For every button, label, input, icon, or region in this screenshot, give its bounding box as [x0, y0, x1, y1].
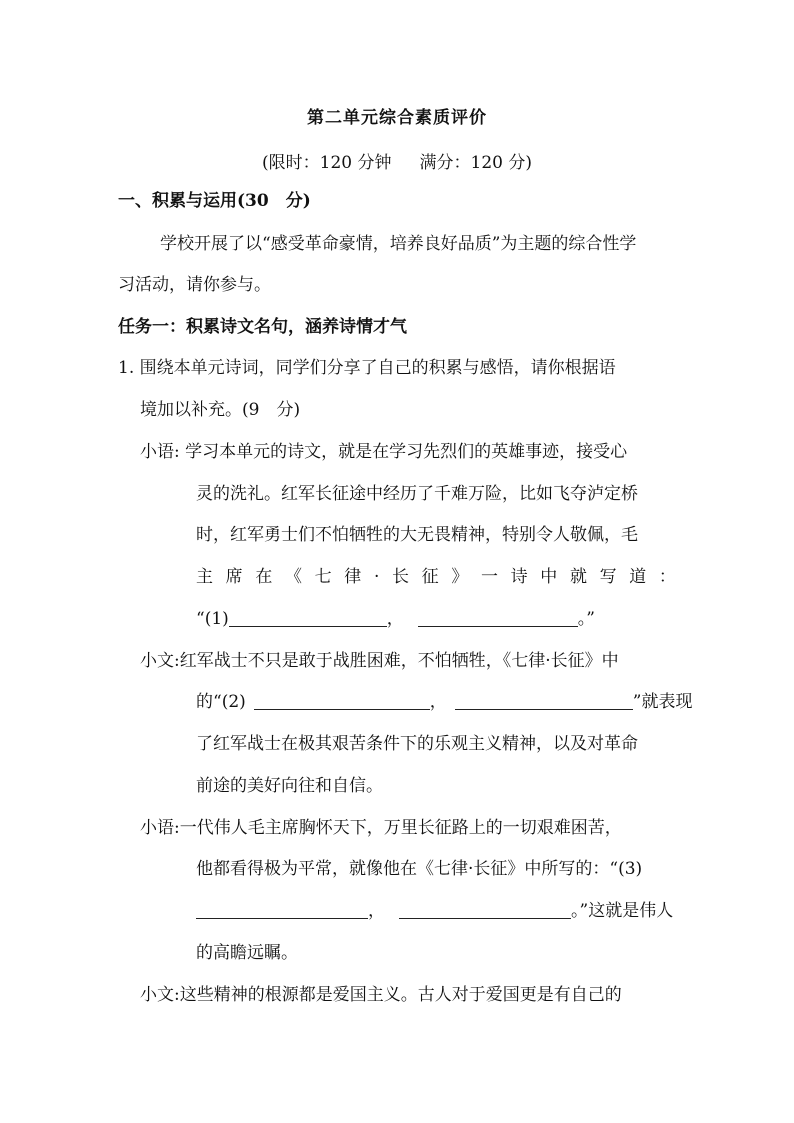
char: 主 [196, 567, 213, 587]
dialogue-text: 学习本单元的诗文，就是在学习先烈们的英雄事迹，接受心 [185, 442, 628, 462]
dialogue-1-line-3: 时，红军勇士们不怕牺牲的大无畏精神，特别令人敬佩，毛 [196, 525, 638, 545]
question-1-line-1: 1. 围绕本单元诗词，同学们分享了自己的积累与感悟，请你根据语 [118, 358, 616, 378]
section-intro-line-1: 学校开展了以“感受革命豪情，培养良好品质”为主题的综合性学 [160, 234, 637, 254]
char: 写 [599, 567, 617, 587]
char: · [373, 567, 380, 587]
punct: ， [386, 609, 404, 629]
punct: 。” [577, 609, 595, 629]
section-heading: 一、积累与运用(30 分) [118, 191, 311, 211]
page-title: 第二单元综合素质评价 [307, 108, 487, 128]
char: 道 [629, 567, 647, 587]
dialogue-2-line-2 [196, 691, 692, 713]
char: 席 [225, 567, 243, 587]
full-score: 满分：120 分) [419, 153, 532, 173]
blank-label: 的“(2) [196, 692, 246, 712]
answer-blank-3b[interactable] [399, 900, 571, 919]
speaker-label: 小语: [140, 442, 180, 462]
speaker-label: 小文: [140, 985, 180, 1005]
dialogue-3-line-1 [140, 817, 622, 839]
dialogue-text: ”就表现 [632, 692, 693, 712]
char: 律 [344, 567, 362, 587]
dialogue-text: 这些精神的根源都是爱国主义。古人对于爱国更是有自己的 [179, 985, 622, 1005]
dialogue-2-line-3: 了红军战士在极其艰苦条件下的乐观主义精神，以及对革命 [196, 734, 638, 754]
task-heading: 任务一：积累诗文名句，涵养诗情才气 [118, 317, 407, 337]
punct: ， [368, 901, 385, 921]
dialogue-text: 。”这就是伟人 [571, 901, 674, 921]
dialogue-2-line-1 [140, 650, 619, 672]
char: 诗 [510, 567, 528, 587]
dialogue-4-line-1 [140, 984, 622, 1006]
dialogue-text: 红军战士不只是敢于战胜困难，不怕牺牲，《七律·长征》中 [179, 651, 619, 671]
answer-blank-1b[interactable] [418, 608, 578, 627]
char: 就 [569, 567, 587, 587]
time-limit: (限时：120 分钟 [262, 153, 392, 173]
char: 中 [540, 567, 558, 587]
blank-label: “(1) [196, 609, 229, 629]
char: 征 [421, 567, 439, 587]
speaker-label: 小语: [140, 818, 180, 838]
dialogue-1-line-2: 灵的洗礼。红军长征途中经历了千难万险，比如飞夺泸定桥 [196, 484, 638, 504]
dialogue-3-line-3 [196, 900, 673, 922]
section-intro-line-2: 习活动，请你参与。 [118, 275, 271, 295]
dialogue-1-line-4 [196, 566, 676, 588]
answer-blank-2b[interactable] [455, 691, 633, 710]
char: ： [658, 567, 676, 587]
dialogue-1-line-5 [196, 608, 595, 630]
char: 一 [480, 567, 498, 587]
char: 在 [255, 567, 273, 587]
dialogue-2-line-4: 前途的美好向往和自信。 [196, 776, 383, 796]
dialogue-3-line-2: 他都看得极为平常，就像他在《七律·长征》中所写的：“(3) [196, 859, 643, 879]
char: 《 [284, 567, 302, 587]
speaker-label: 小文: [140, 651, 180, 671]
dialogue-3-line-4: 的高瞻远瞩。 [196, 943, 298, 963]
exam-meta [0, 148, 794, 173]
char: 长 [392, 567, 409, 587]
dialogue-text: 一代伟人毛主席胸怀天下，万里长征路上的一切艰难困苦， [179, 818, 622, 838]
char: 》 [451, 567, 469, 587]
answer-blank-2a[interactable] [254, 691, 430, 710]
char: 七 [314, 567, 332, 587]
question-1-line-2: 境加以补充。(9 分) [140, 400, 301, 420]
answer-blank-1a[interactable] [229, 608, 387, 627]
dialogue-1-line-1 [140, 441, 627, 463]
punct: ， [429, 692, 447, 712]
answer-blank-3a[interactable] [196, 900, 368, 919]
